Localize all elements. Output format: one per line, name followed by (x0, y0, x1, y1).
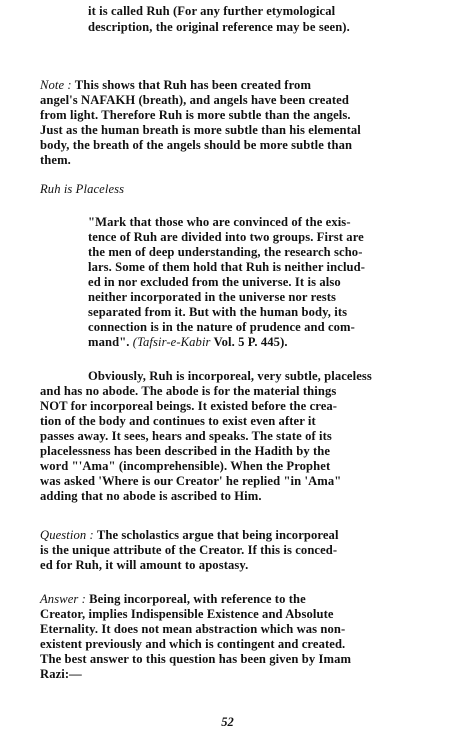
quote-line: ed in nor excluded from the universe. It is also (88, 275, 341, 289)
paragraph-line: and has no abode. The abode is for the material things (40, 384, 337, 398)
section-heading: Ruh is Placeless (40, 182, 125, 196)
quote-line: connection is in the nature of prudence and com- (88, 320, 355, 334)
citation-ref: Vol. 5 P. 445). (210, 335, 288, 349)
quote-line: the men of deep understanding, the research scho- (88, 245, 363, 259)
answer-line: Eternality. It does not mean abstraction which was non- (40, 622, 346, 636)
paragraph-line: Obviously, Ruh is incorporeal, very subtle, placeless (88, 369, 372, 383)
answer-line: The best answer to this question has been given by Imam (40, 652, 352, 666)
question-line (40, 528, 339, 543)
note-line: Just as the human breath is more subtle than his elemental (40, 123, 361, 137)
quote-line: "Mark that those who are convinced of the exis- (88, 215, 351, 229)
paragraph-line: word "'Ama" (incomprehensible). When the Prophet (40, 459, 331, 473)
page-number: 52 (221, 715, 234, 729)
paragraph-line: NOT for incorporeal beings. It existed before the crea- (40, 399, 338, 413)
question-line: is the unique attribute of the Creator. If this is conced- (40, 543, 338, 557)
question-text: The scholastics argue that being incorporeal (93, 528, 339, 542)
quote-line: separated from it. But with the human body, its (88, 305, 348, 319)
paragraph-line: tion of the body and continues to exist even after it (40, 414, 316, 428)
paragraph-line: was asked 'Where is our Creator' he replied "in 'Ama" (40, 474, 342, 488)
note-line: them. (40, 153, 71, 167)
note-label: Note : (40, 78, 72, 92)
paragraph-line: placelessness has been described in the Hadith by the (40, 444, 331, 458)
quote-end-text: mand". (88, 335, 133, 349)
intro-line: it is called Ruh (For any further etymological (88, 4, 336, 18)
note-line: body, the breath of the angels should be more subtle than (40, 138, 353, 152)
answer-label: Answer : (40, 592, 86, 606)
answer-line: existent previously and which is contingent and created. (40, 637, 346, 651)
answer-text: Being incorporeal, with reference to the (85, 592, 306, 606)
answer-line (40, 592, 306, 607)
note-line (40, 78, 311, 93)
answer-line: Razi:— (40, 667, 82, 681)
answer-line: Creator, implies Indispensible Existence and Absolute (40, 607, 334, 621)
question-line: ed for Ruh, it will amount to apostasy. (40, 558, 249, 572)
paragraph-line: adding that no abode is ascribed to Him. (40, 489, 262, 503)
paragraph-line: passes away. It sees, hears and speaks. The state of its (40, 429, 332, 443)
note-line: from light. Therefore Ruh is more subtle than the angels. (40, 108, 351, 122)
quote-line: neither incorporated in the universe nor rests (88, 290, 337, 304)
intro-line: description, the original reference may be seen). (88, 20, 350, 34)
note-line: angel's NAFAKH (breath), and angels have been created (40, 93, 349, 107)
quote-line-last (88, 335, 288, 350)
quote-line: tence of Ruh are divided into two groups. First are (88, 230, 364, 244)
question-label: Question : (40, 528, 94, 542)
citation-source: (Tafsir-e-Kabir (132, 335, 211, 349)
note-text: This shows that Ruh has been created from (71, 78, 312, 92)
quote-line: lars. Some of them hold that Ruh is neither includ- (88, 260, 366, 274)
